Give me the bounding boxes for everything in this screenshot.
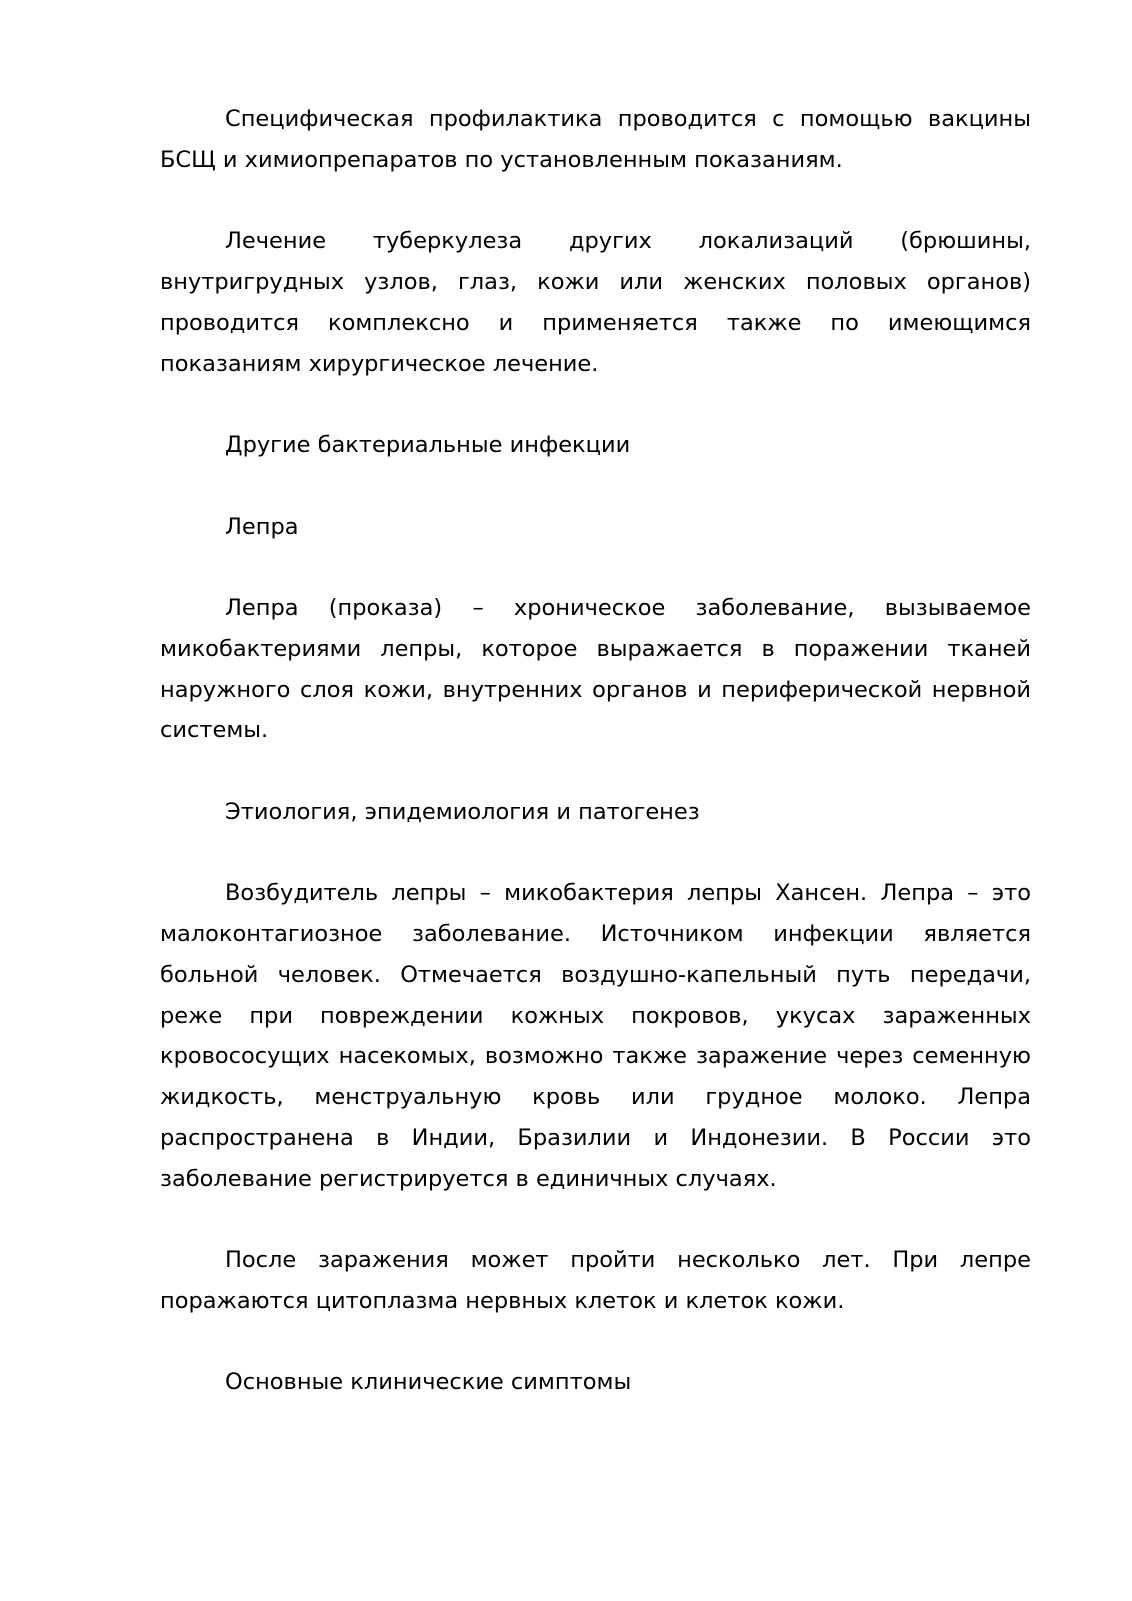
paragraph-prophylaxis: Специфическая профилактика проводится с помощью вакцины БСЩ и химиопрепаратов по установленным показаниям. — [160, 106, 1031, 173]
paragraph-infection: После заражения может пройти несколько лет. При лепре поражаются цитоплазма нервных клеток и клеток кожи. — [160, 1247, 1031, 1314]
paragraph-etiology: Возбудитель лепры – микобактерия лепры Хансен. Лепра – это малоконтагиозное заболевание. Источником инфекции является больной человек. Отмечается воздушно-капельный путь передачи, реже при повреждении кожных покровов, укусах зараженных кровососущих насекомых, возможно также заражение через семенную жидкость, менструальную кровь или грудное молоко. Лепра распространена в Индии, Бразилии и Индонезии. В России это заболевание регистрируется в единичных случаях. — [160, 880, 1031, 1192]
heading-leprosy: Лепра — [225, 513, 299, 540]
paragraph-treatment: Лечение туберкулеза других локализаций (брюшины, внутригрудных узлов, глаз, кожи или женских половых органов) проводится комплексно и применяется также по имеющимся показаниям хирургическое лечение. — [160, 228, 1031, 377]
heading-etiology: Этиология, эпидемиология и патогенез — [225, 798, 700, 825]
heading-clinical-symptoms: Основные клинические симптомы — [225, 1369, 632, 1396]
document-page — [160, 99, 1031, 1444]
paragraph-leprosy-definition: Лепра (проказа) – хроническое заболевание, вызываемое микобактериями лепры, которое выражается в поражении тканей наружного слоя кожи, внутренних органов и периферической нервной системы. — [160, 595, 1031, 744]
heading-other-bacterial-infections: Другие бактериальные инфекции — [225, 432, 631, 458]
